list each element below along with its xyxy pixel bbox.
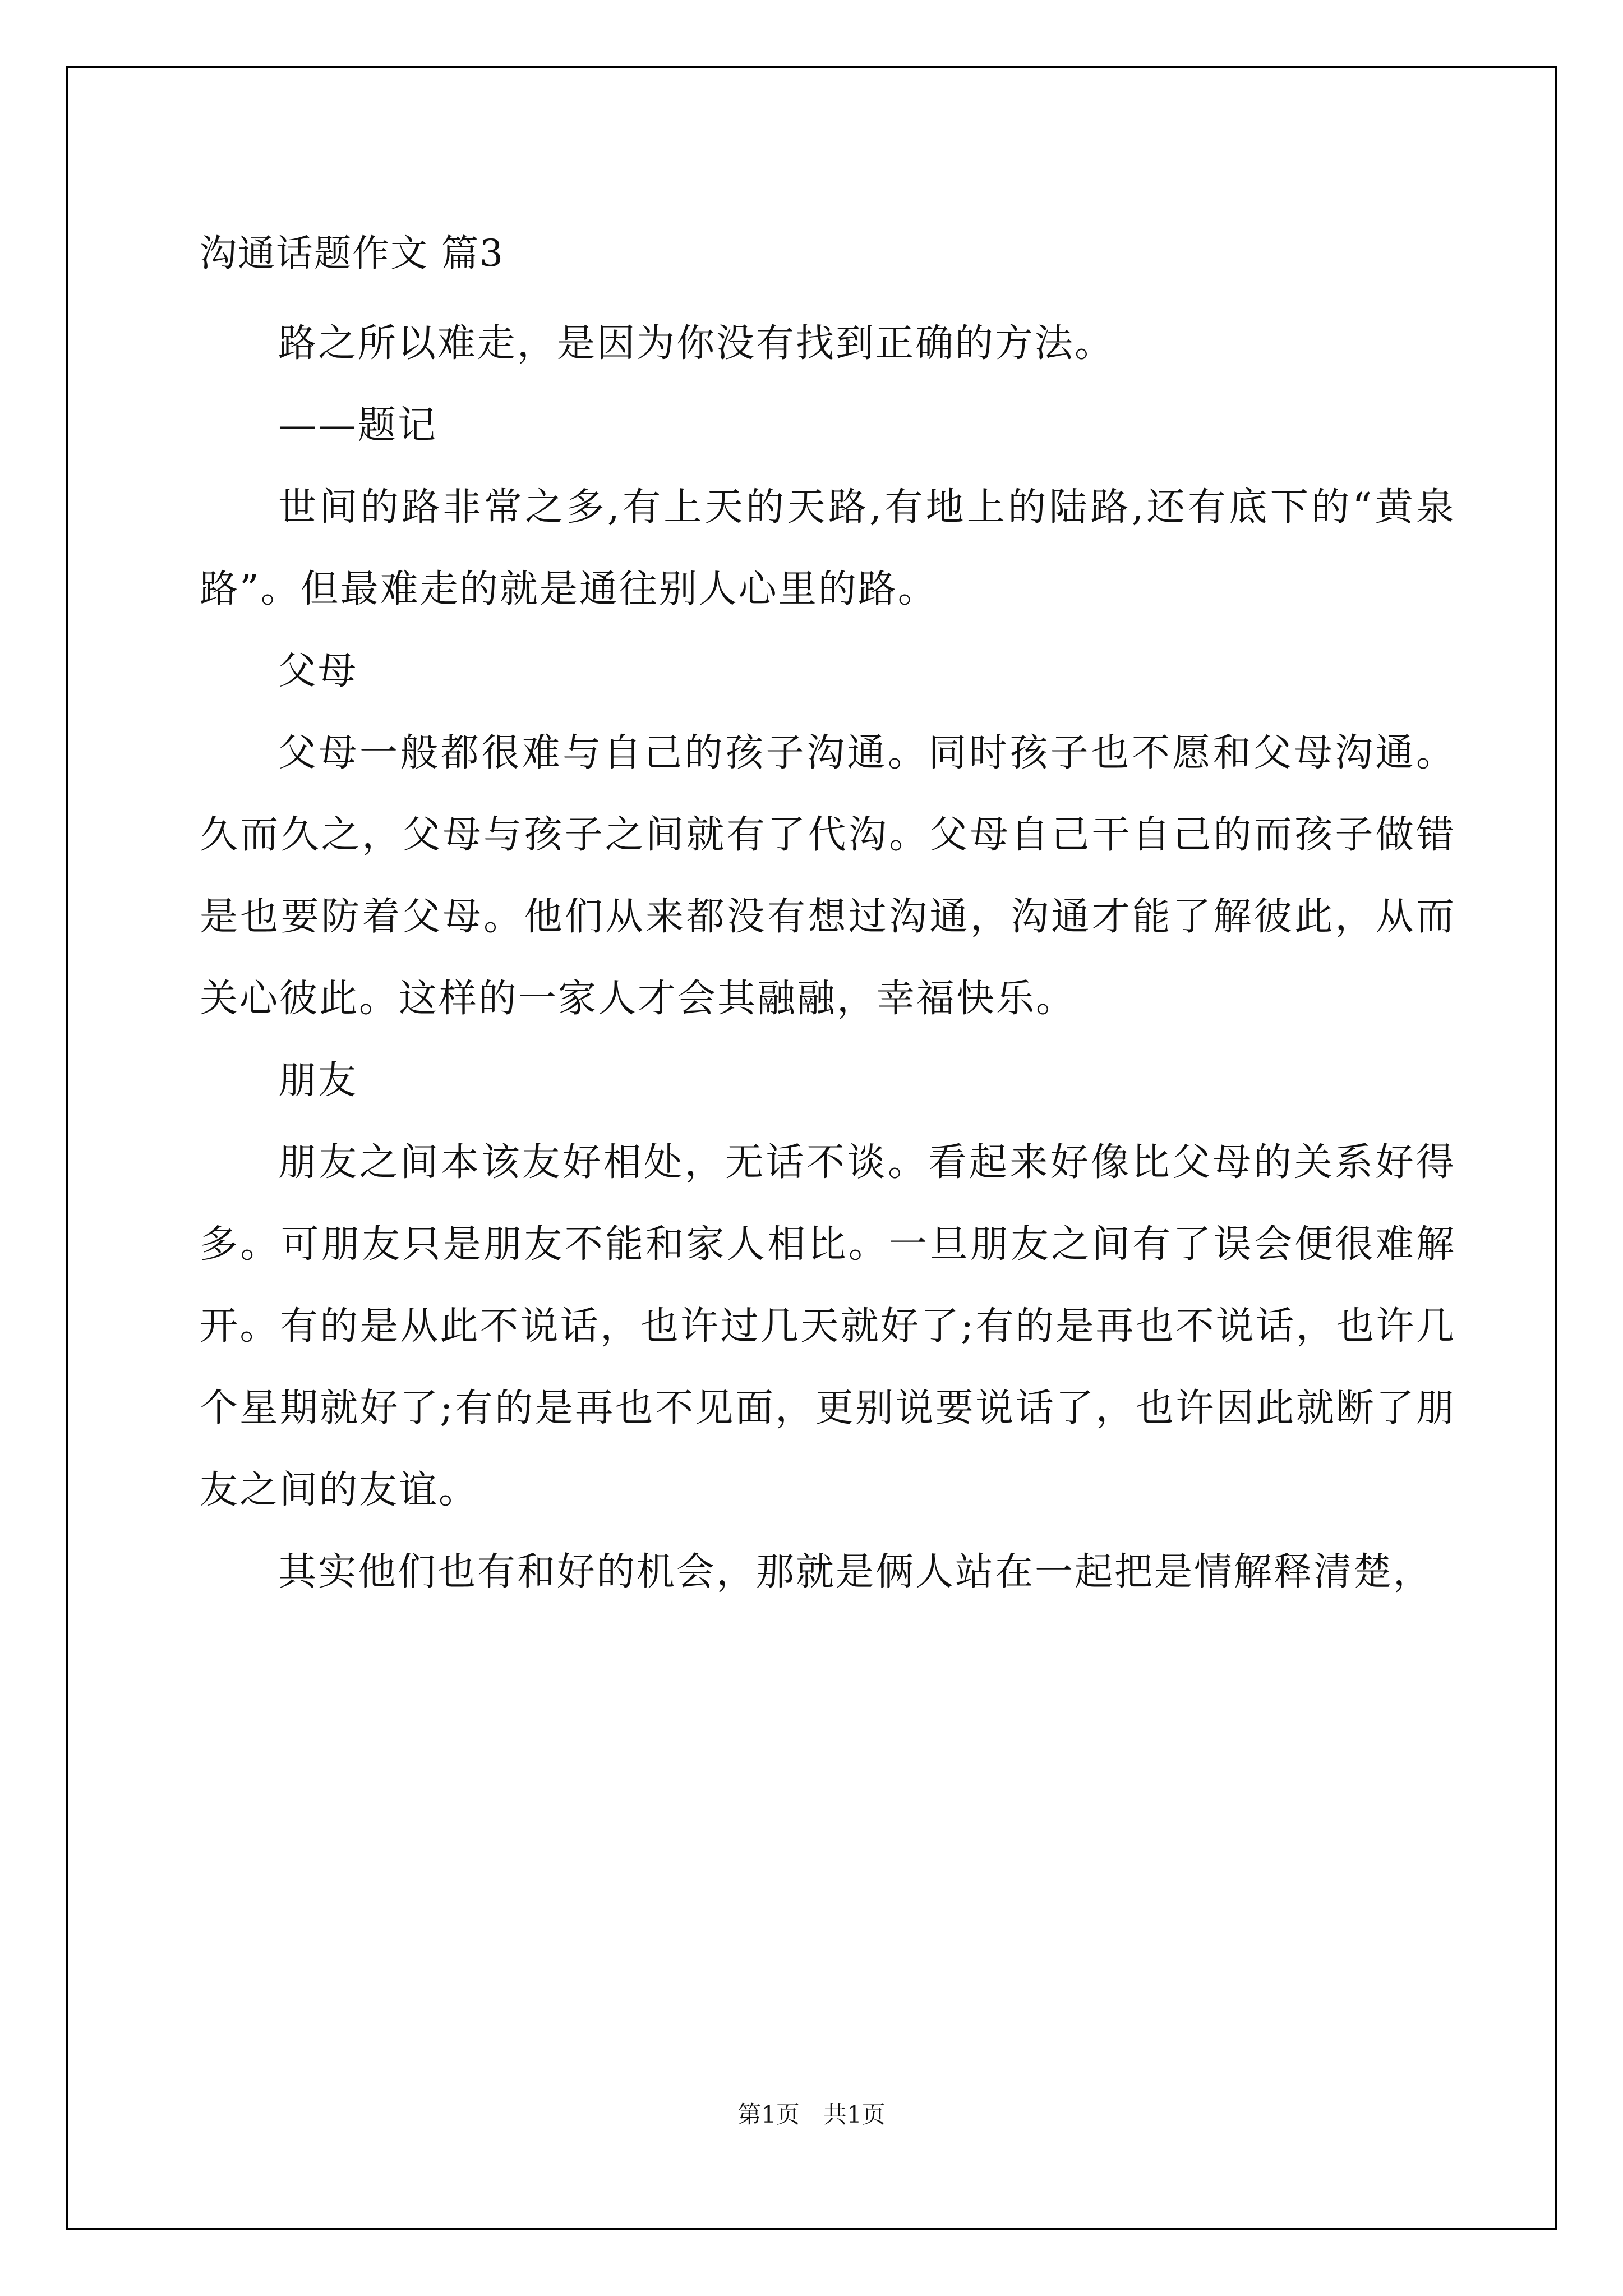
section-heading-parents: 父母 bbox=[278, 649, 358, 693]
paragraph-reconcile: 其实他们也有和好的机会，那就是俩人站在一起把是情解释清楚， bbox=[278, 1550, 1433, 1594]
paragraph-intro: 世间的路非常之多,有上天的天路,有地上的陆路,还有底下的“黄泉路”。但最难走的就是通往别人心里的路。 bbox=[200, 485, 1456, 611]
paragraph-epigraph-attribution: ——题记 bbox=[278, 403, 438, 448]
document-body bbox=[200, 223, 1456, 1613]
section-heading-friends: 朋友 bbox=[278, 1059, 358, 1103]
paragraph-epigraph: 路之所以难走，是因为你没有找到正确的方法。 bbox=[278, 321, 1115, 366]
page-footer: 第1页 共1页 bbox=[737, 2101, 886, 2128]
paragraph-parents: 父母一般都很难与自己的孩子沟通。同时孩子也不愿和父母沟通。久而久之，父母与孩子之间就有了代沟。父母自己干自己的而孩子做错是也要防着父母。他们从来都没有想过沟通，沟通才能了解彼此，从而关心彼此。这样的一家人才会其融融，幸福快乐。 bbox=[200, 731, 1456, 1021]
document-title: 沟通话题作文 篇3 bbox=[200, 232, 504, 275]
paragraph-friends: 朋友之间本该友好相处，无话不谈。看起来好像比父母的关系好得多。可朋友只是朋友不能和家人相比。一旦朋友之间有了误会便很难解开。有的是从此不说话，也许过几天就好了;有的是再也不说话，也许几个星期就好了;有的是再也不见面，更别说要说话了，也许因此就断了朋友之间的友谊。 bbox=[200, 1140, 1456, 1512]
